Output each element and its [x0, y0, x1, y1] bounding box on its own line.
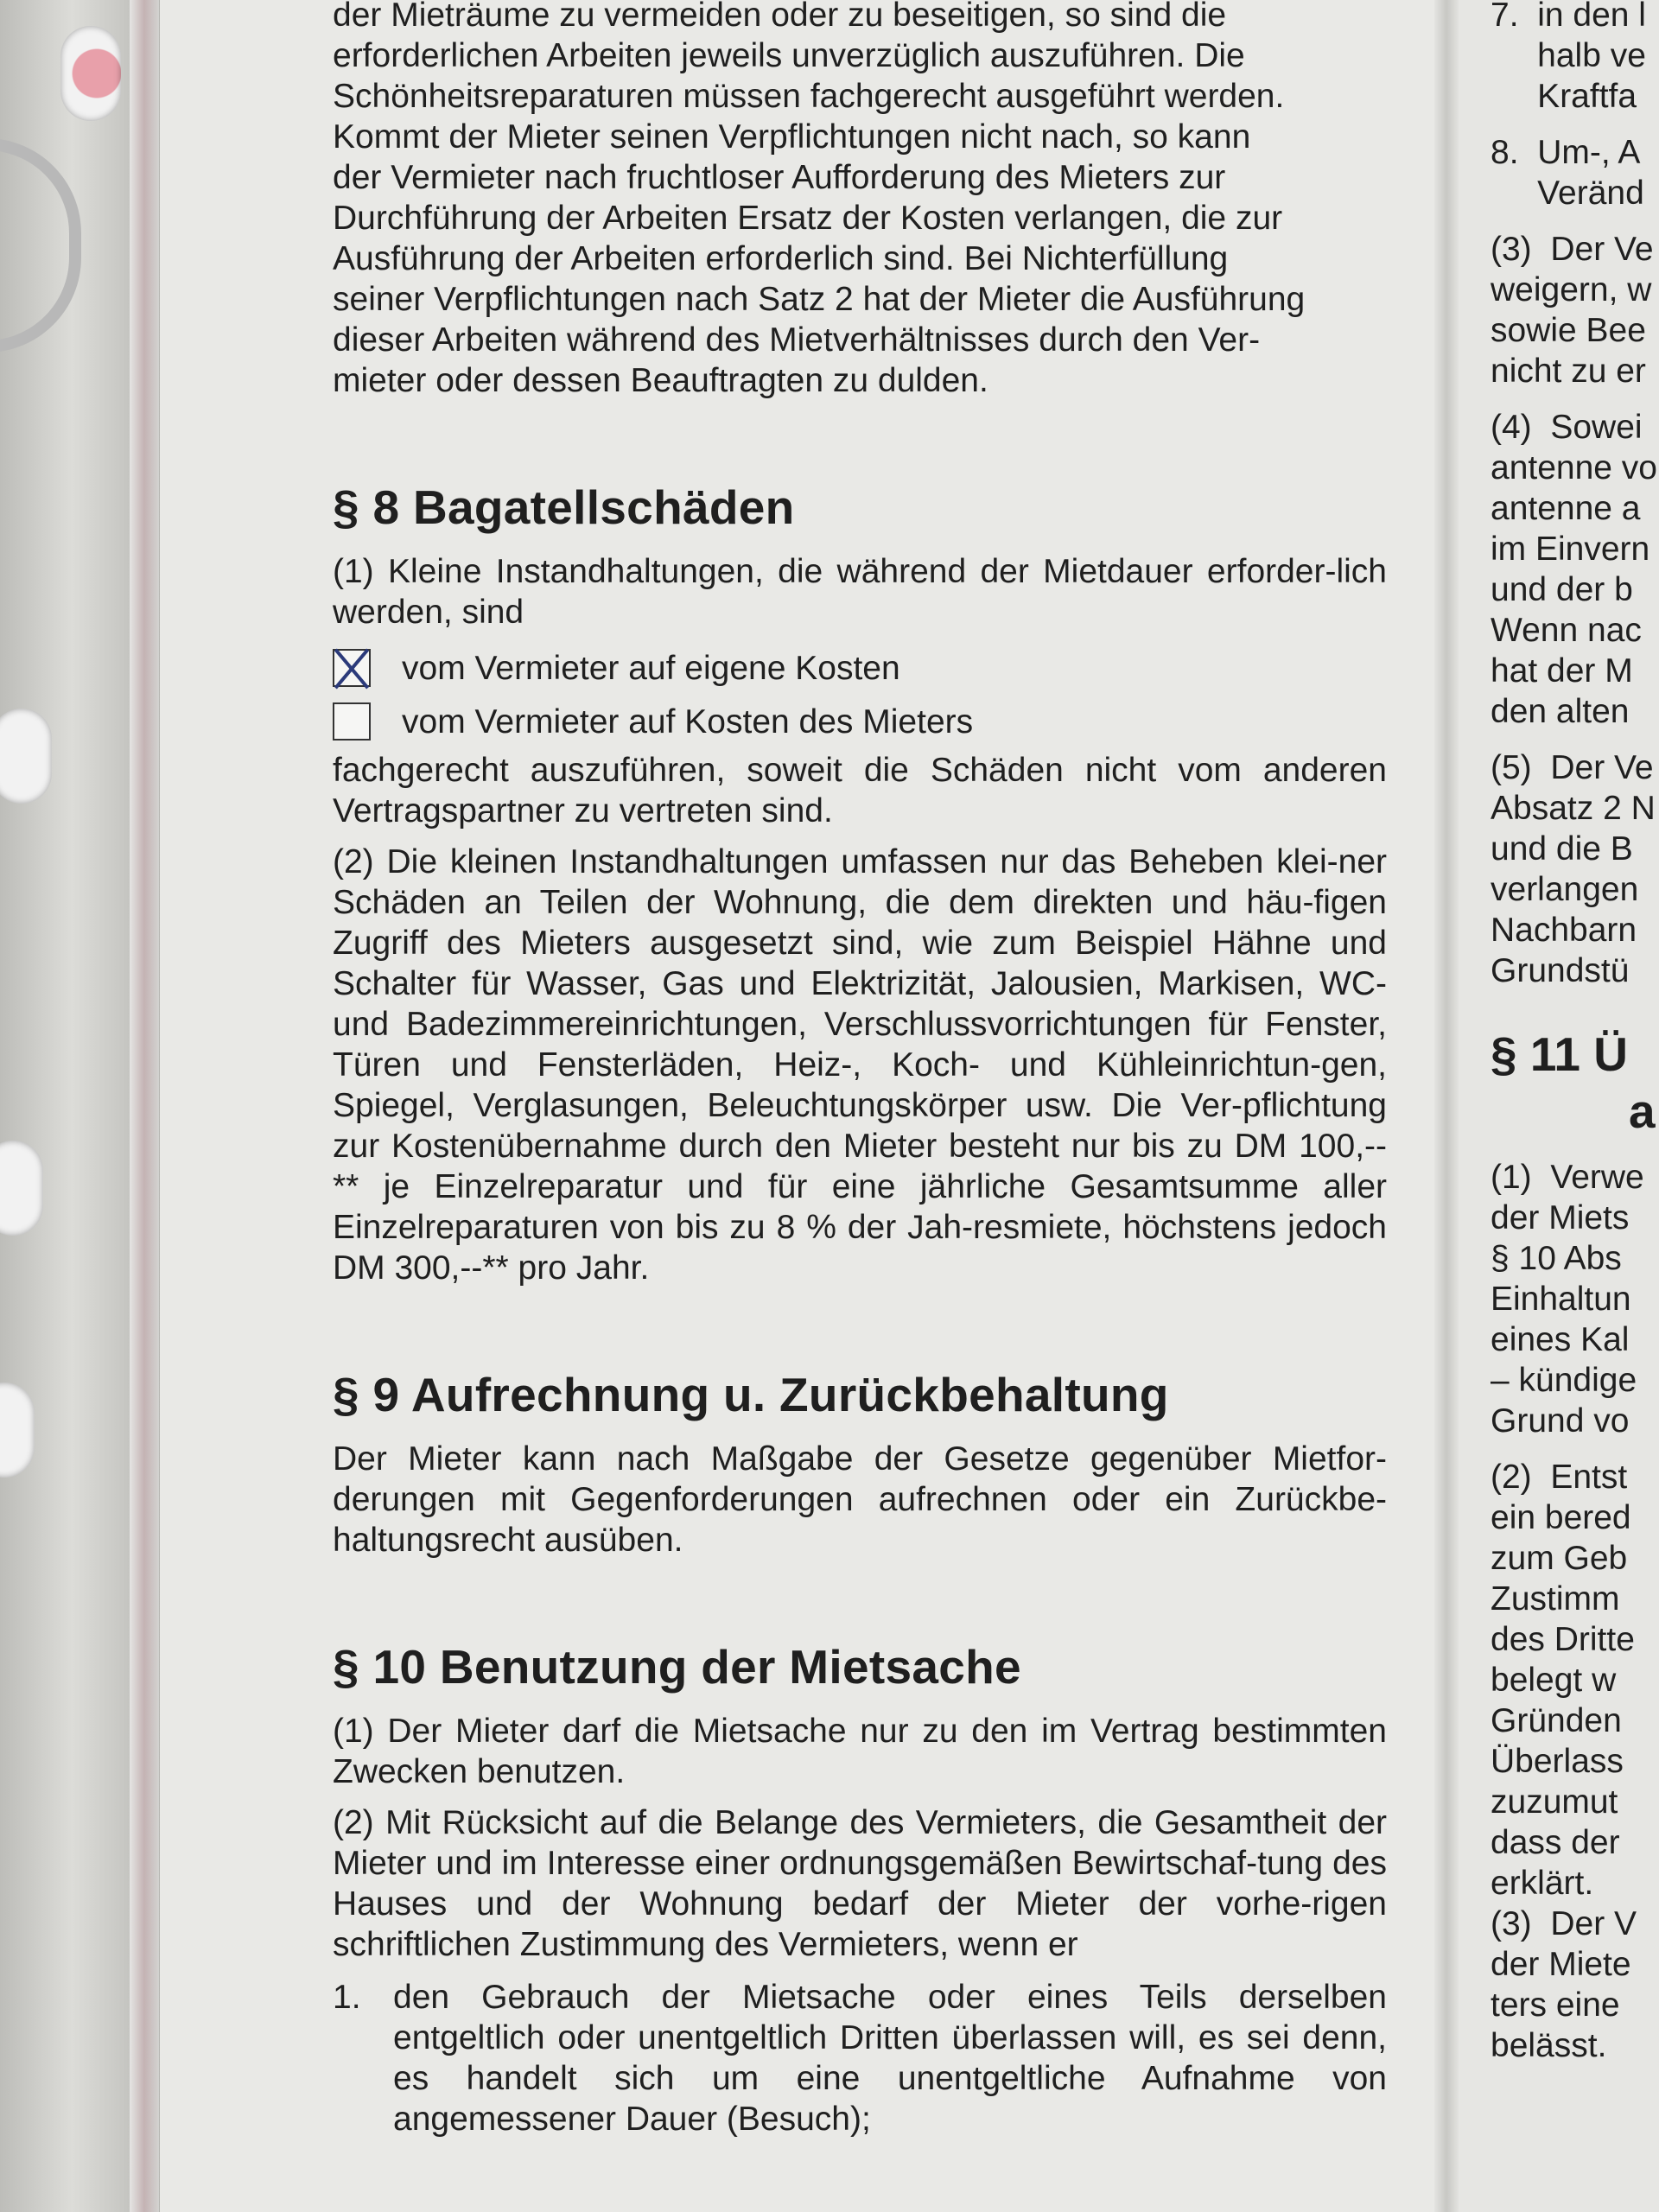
text-line: antenne vo — [1491, 449, 1658, 486]
text-line: (1) Verwe — [1491, 1159, 1644, 1196]
text-line: seiner Verpflichtungen nach Satz 2 hat der Mieter die Ausführung — [333, 281, 1306, 318]
s8-paragraph-1-cont: fachgerecht auszuführen, soweit die Schäden nicht vom anderen Vertragspartner zu vertreten sind. — [333, 752, 1387, 830]
text-line: (4) Sowei — [1491, 409, 1643, 446]
s9-paragraph-1: Der Mieter kann nach Maßgabe der Gesetze gegenüber Mietfor-derungen mit Gegenforderungen aufrechnen oder ein Zurückbe-haltungsrecht ausüben. — [333, 1440, 1387, 1559]
text-line: und der b — [1491, 571, 1633, 608]
heading-s8: § 8 Bagatellschäden — [333, 480, 795, 534]
text-line: erforderlichen Arbeiten jeweils unverzüglich auszuführen. Die — [333, 37, 1245, 74]
s8-paragraph-2: (2) Die kleinen Instandhaltungen umfassen nur das Beheben klei-ner Schäden an Teilen der Wohnung, die dem direkten und häu-figen Zugriff des Mieters ausgesetzt sind, wie zum Beispiel Hähne und Schalter für Wasser, Gas und Elektrizität, Jalousien, Markisen, WC- und Badezimmereinrichtungen, Verschlussvorrichtungen für Fenster, Türen und Fensterläden, Heiz-, Koch- und Kühleinrichtun-gen, Spiegel, Verglasungen, Beleuchtungskörper usw. Die Ver-pflichtung zur Kostenübernahme durch den Mieter besteht nur bis zu DM 100,--** je Einzelreparatur und für eine jährliche Gesamtsumme aller Einzelreparaturen von bis zu 8 % der Jah-resmiete, höchstens jedoch DM 300,--** pro Jahr. — [333, 843, 1387, 1287]
text-line: belegt w — [1491, 1662, 1617, 1699]
option-own-costs-label: vom Vermieter auf eigene Kosten — [402, 649, 900, 687]
text-line: Überlass — [1491, 1743, 1624, 1780]
binder-hole — [0, 709, 52, 804]
heading-s11-line2: a — [1629, 1084, 1656, 1138]
text-line: Einhaltun — [1491, 1281, 1631, 1318]
text-line: dass der — [1491, 1824, 1620, 1861]
text-line: zum Geb — [1491, 1540, 1628, 1577]
checkbox-checked[interactable] — [333, 649, 371, 687]
right-column — [1491, 0, 1659, 2066]
heading-s11: § 11 Ü — [1491, 1027, 1629, 1081]
text-line: dieser Arbeiten während des Mietverhältnisses durch den Ver- — [333, 321, 1261, 359]
text-line: des Dritte — [1491, 1621, 1635, 1658]
s10-paragraph-2: (2) Mit Rücksicht auf die Belange des Vermieters, die Gesamtheit der Mieter und im Interesse einer ordnungsgemäßen Bewirtschaf-tung des Hauses und der Wohnung bedarf der Mieter der vorhe-rigen schriftlichen Zustimmung des Vermieters, wenn er — [333, 1804, 1387, 1963]
text-line: Gründen — [1491, 1702, 1622, 1739]
text-line: (2) Entst — [1491, 1459, 1628, 1496]
text-line: halb ve — [1491, 37, 1646, 74]
checkbox-unchecked[interactable] — [333, 702, 371, 741]
text-line: zuzumut — [1491, 1783, 1618, 1821]
option-own-costs[interactable] — [333, 643, 1387, 693]
text-line: Grund vo — [1491, 1402, 1630, 1440]
text-line: sowie Bee — [1491, 312, 1646, 349]
text-line: – kündige — [1491, 1362, 1637, 1399]
text-line: Veränd — [1491, 175, 1644, 212]
text-line: der Miete — [1491, 1946, 1631, 1983]
right-column-bottom — [1491, 1157, 1659, 2066]
option-tenant-costs[interactable] — [333, 696, 1387, 747]
top-paragraph — [333, 0, 1387, 401]
binder-ring — [0, 138, 81, 353]
text-line: ters eine — [1491, 1986, 1620, 2024]
binder-hole — [0, 1141, 43, 1236]
text-line: mieter oder dessen Beauftragten zu dulden. — [333, 362, 988, 399]
text-line: der Mieträume zu vermeiden oder zu beseitigen, so sind die — [333, 0, 1227, 34]
right-column-top — [1491, 0, 1659, 991]
text-line: hat der M — [1491, 652, 1633, 690]
list-number: 1. — [333, 1979, 361, 2016]
text-line: Kraftfa — [1491, 78, 1637, 115]
text-line: 7. in den l — [1491, 0, 1646, 34]
s8-paragraph-1: (1) Kleine Instandhaltungen, die während der Mietdauer erforder-lich werden, sind — [333, 553, 1387, 631]
binder-hole — [0, 1382, 35, 1478]
text-line: Nachbarn — [1491, 912, 1637, 949]
text-line: Absatz 2 N — [1491, 790, 1656, 827]
text-line: Grundstü — [1491, 952, 1630, 989]
text-line: der Miets — [1491, 1199, 1630, 1236]
text-line: § 10 Abs — [1491, 1240, 1622, 1277]
text-line — [1491, 732, 1659, 747]
s10-list-item-1 — [333, 1977, 1387, 2139]
text-line: der Vermieter nach fruchtloser Aufforderung des Mieters zur — [333, 159, 1226, 196]
text-line: weigern, w — [1491, 271, 1652, 308]
text-line: Wenn nac — [1491, 612, 1642, 649]
binder-hole-top — [60, 26, 121, 121]
heading-s10: § 10 Benutzung der Mietsache — [333, 1640, 1021, 1694]
list-text: den Gebrauch der Mietsache oder eines Teils derselben entgeltlich oder unentgeltlich Dritten überlassen will, es sei denn, es handelt sich um eine unentgeltliche Aufnahme von angemessener Dauer (Besuch); — [393, 1979, 1387, 2138]
heading-s9: § 9 Aufrechnung u. Zurückbehaltung — [333, 1368, 1169, 1421]
main-column — [333, 0, 1387, 2139]
text-line — [1491, 117, 1659, 132]
text-line: erklärt. — [1491, 1865, 1594, 1902]
text-line: Schönheitsreparaturen müssen fachgerecht ausgeführt werden. — [333, 78, 1285, 115]
text-line: Ausführung der Arbeiten erforderlich sind. Bei Nichterfüllung — [333, 240, 1229, 277]
text-line: eines Kal — [1491, 1321, 1630, 1358]
text-line: 8. Um-, A — [1491, 134, 1641, 171]
text-line: verlangen — [1491, 871, 1639, 908]
page-gutter — [1434, 0, 1459, 2212]
text-line: (3) Der V — [1491, 1905, 1637, 1942]
text-line: den alten — [1491, 693, 1630, 730]
text-line: (5) Der Ve — [1491, 749, 1654, 786]
text-line: nicht zu er — [1491, 353, 1646, 390]
text-line — [1491, 213, 1659, 229]
binder-sleeve — [0, 0, 160, 2212]
text-line: im Einvern — [1491, 531, 1650, 568]
text-line: Kommt der Mieter seinen Verpflichtungen nicht nach, so kann — [333, 118, 1251, 156]
text-line — [1491, 1441, 1659, 1457]
s10-paragraph-1: (1) Der Mieter darf die Mietsache nur zu den im Vertrag bestimmten Zwecken benutzen. — [333, 1713, 1387, 1790]
text-line: antenne a — [1491, 490, 1641, 527]
text-line: (3) Der Ve — [1491, 231, 1654, 268]
text-line: und die B — [1491, 830, 1633, 868]
sheet-protector-edge — [130, 0, 159, 2212]
text-line: belässt. — [1491, 2027, 1607, 2064]
text-line: ein bered — [1491, 1499, 1631, 1536]
text-line: Durchführung der Arbeiten Ersatz der Kosten verlangen, die zur — [333, 200, 1283, 237]
option-tenant-costs-label: vom Vermieter auf Kosten des Mieters — [402, 702, 974, 741]
text-line: Zustimm — [1491, 1580, 1620, 1618]
text-line — [1491, 391, 1659, 407]
